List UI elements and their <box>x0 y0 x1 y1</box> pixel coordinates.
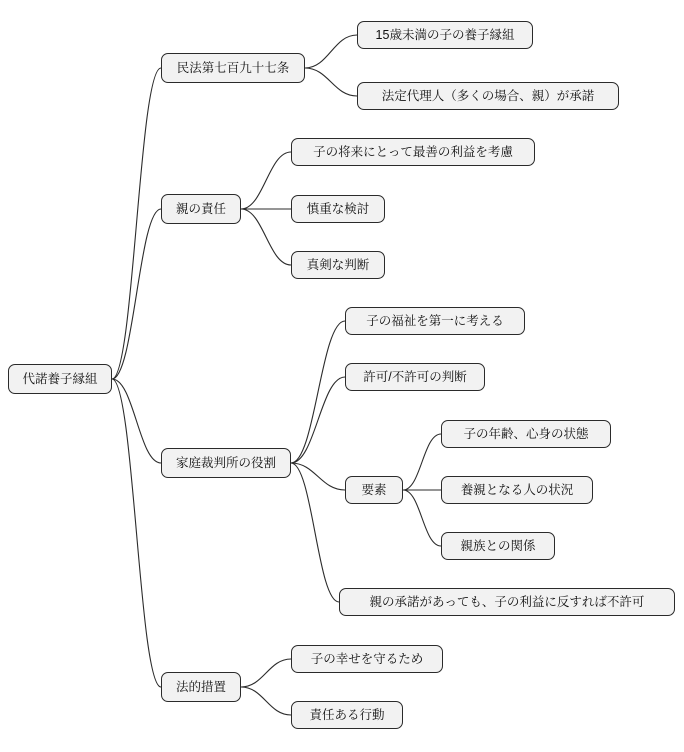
node-label: 子の幸せを守るため <box>310 651 424 666</box>
mindmap-root-node[interactable] <box>8 364 112 394</box>
mindmap-node[interactable] <box>161 53 305 83</box>
node-label: 要素 <box>361 482 387 497</box>
node-label: 親の責任 <box>175 201 226 216</box>
mindmap-node[interactable] <box>161 194 241 224</box>
mindmap-edge <box>241 687 291 715</box>
node-label: 養親となる人の状況 <box>460 482 574 497</box>
mindmap-node[interactable] <box>345 476 403 504</box>
mindmap-edge <box>112 379 161 687</box>
mindmap-node[interactable] <box>291 195 385 223</box>
node-label: 子の将来にとって最善の利益を考慮 <box>313 144 513 159</box>
mindmap-edge <box>403 490 441 546</box>
mindmap-edge <box>291 463 339 602</box>
node-label: 親の承諾があっても、子の利益に反すれば不許可 <box>369 594 645 609</box>
mindmap-node[interactable] <box>161 672 241 702</box>
node-label: 許可/不許可の判断 <box>363 369 467 384</box>
mindmap-node[interactable] <box>291 701 403 729</box>
mindmap-node[interactable] <box>357 21 533 49</box>
mindmap-edge <box>403 434 441 490</box>
node-label: 法定代理人（多くの場合、親）が承諾 <box>381 88 595 103</box>
mindmap-edge <box>305 35 357 68</box>
mindmap-node[interactable] <box>441 420 611 448</box>
mindmap-edge <box>241 659 291 687</box>
node-label: 子の年齢、心身の状態 <box>463 426 589 441</box>
mindmap-node[interactable] <box>291 251 385 279</box>
mindmap-edge <box>241 152 291 209</box>
node-label: 慎重な検討 <box>306 201 370 216</box>
node-label: 代諾養子縁組 <box>22 371 98 386</box>
mindmap-node[interactable] <box>345 307 525 335</box>
node-label: 真剣な判断 <box>306 257 370 272</box>
mindmap-edge <box>112 209 161 379</box>
mindmap-edge <box>305 68 357 96</box>
node-label: 責任ある行動 <box>309 707 385 722</box>
mindmap-edge <box>112 68 161 379</box>
mindmap-node[interactable] <box>345 363 485 391</box>
mindmap-node[interactable] <box>291 645 443 673</box>
node-label: 親族との関係 <box>460 538 536 553</box>
node-label: 民法第七百九十七条 <box>176 60 290 75</box>
mindmap-edge <box>241 209 291 265</box>
mindmap-node[interactable] <box>441 532 555 560</box>
node-label: 法的措置 <box>175 679 226 694</box>
node-label: 15歳未満の子の養子縁組 <box>375 27 515 42</box>
mindmap-edge <box>291 463 345 490</box>
mindmap-node[interactable] <box>339 588 675 616</box>
node-label: 子の福祉を第一に考える <box>366 313 504 328</box>
mindmap-node[interactable] <box>161 448 291 478</box>
mindmap-edge <box>291 321 345 463</box>
mindmap-node[interactable] <box>291 138 535 166</box>
node-label: 家庭裁判所の役割 <box>175 455 276 470</box>
mindmap-node[interactable] <box>357 82 619 110</box>
mindmap-node[interactable] <box>441 476 593 504</box>
